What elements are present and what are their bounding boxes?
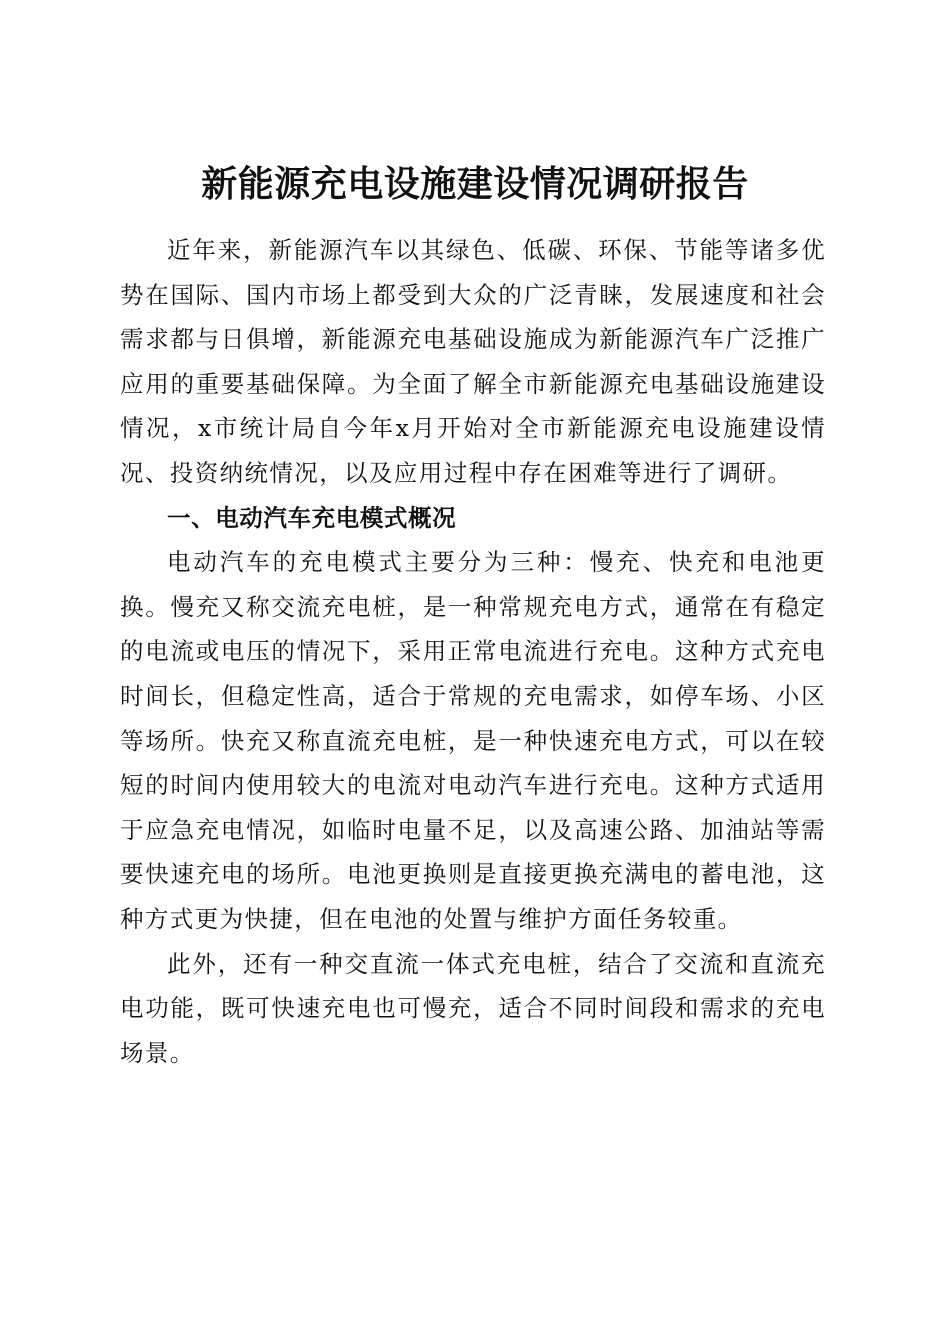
document-title: 新能源充电设施建设情况调研报告 <box>201 163 749 206</box>
section-heading: 一、电动汽车充电模式概况 <box>167 503 457 532</box>
document-body <box>120 228 826 1075</box>
section-paragraph: 此外，还有一种交直流一体式充电桩，结合了交流和直流充电功能，既可快速充电也可慢充，适合不同时间段和需求的充电场景。 <box>120 949 826 1067</box>
section-paragraph: 电动汽车的充电模式主要分为三种：慢充、快充和电池更换。慢充又称交流充电桩，是一种常规充电方式，通常在有稳定的电流或电压的情况下，采用正常电流进行充电。这种方式充电时间长，但稳定性高，适合于常规的充电需求，如停车场、小区等场所。快充又称直流充电桩，是一种快速充电方式，可以在较短的时间内使用较大的电流对电动汽车进行充电。这种方式适用于应急充电情况，如临时电量不足，以及高速公路、加油站等需要快速充电的场所。电池更换则是直接更换充满电的蓄电池，这种方式更为快捷，但在电池的处置与维护方面任务较重。 <box>120 548 826 933</box>
intro-paragraph: 近年来，新能源汽车以其绿色、低碳、环保、节能等诸多优势在国际、国内市场上都受到大众的广泛青睐，发展速度和社会需求都与日俱增，新能源充电基础设施成为新能源汽车广泛推广应用的重要基础保障。为全面了解全市新能源充电基础设施建设情况，x市统计局自今年x月开始对全市新能源充电设施建设情况、投资纳统情况，以及应用过程中存在困难等进行了调研。 <box>120 236 826 487</box>
